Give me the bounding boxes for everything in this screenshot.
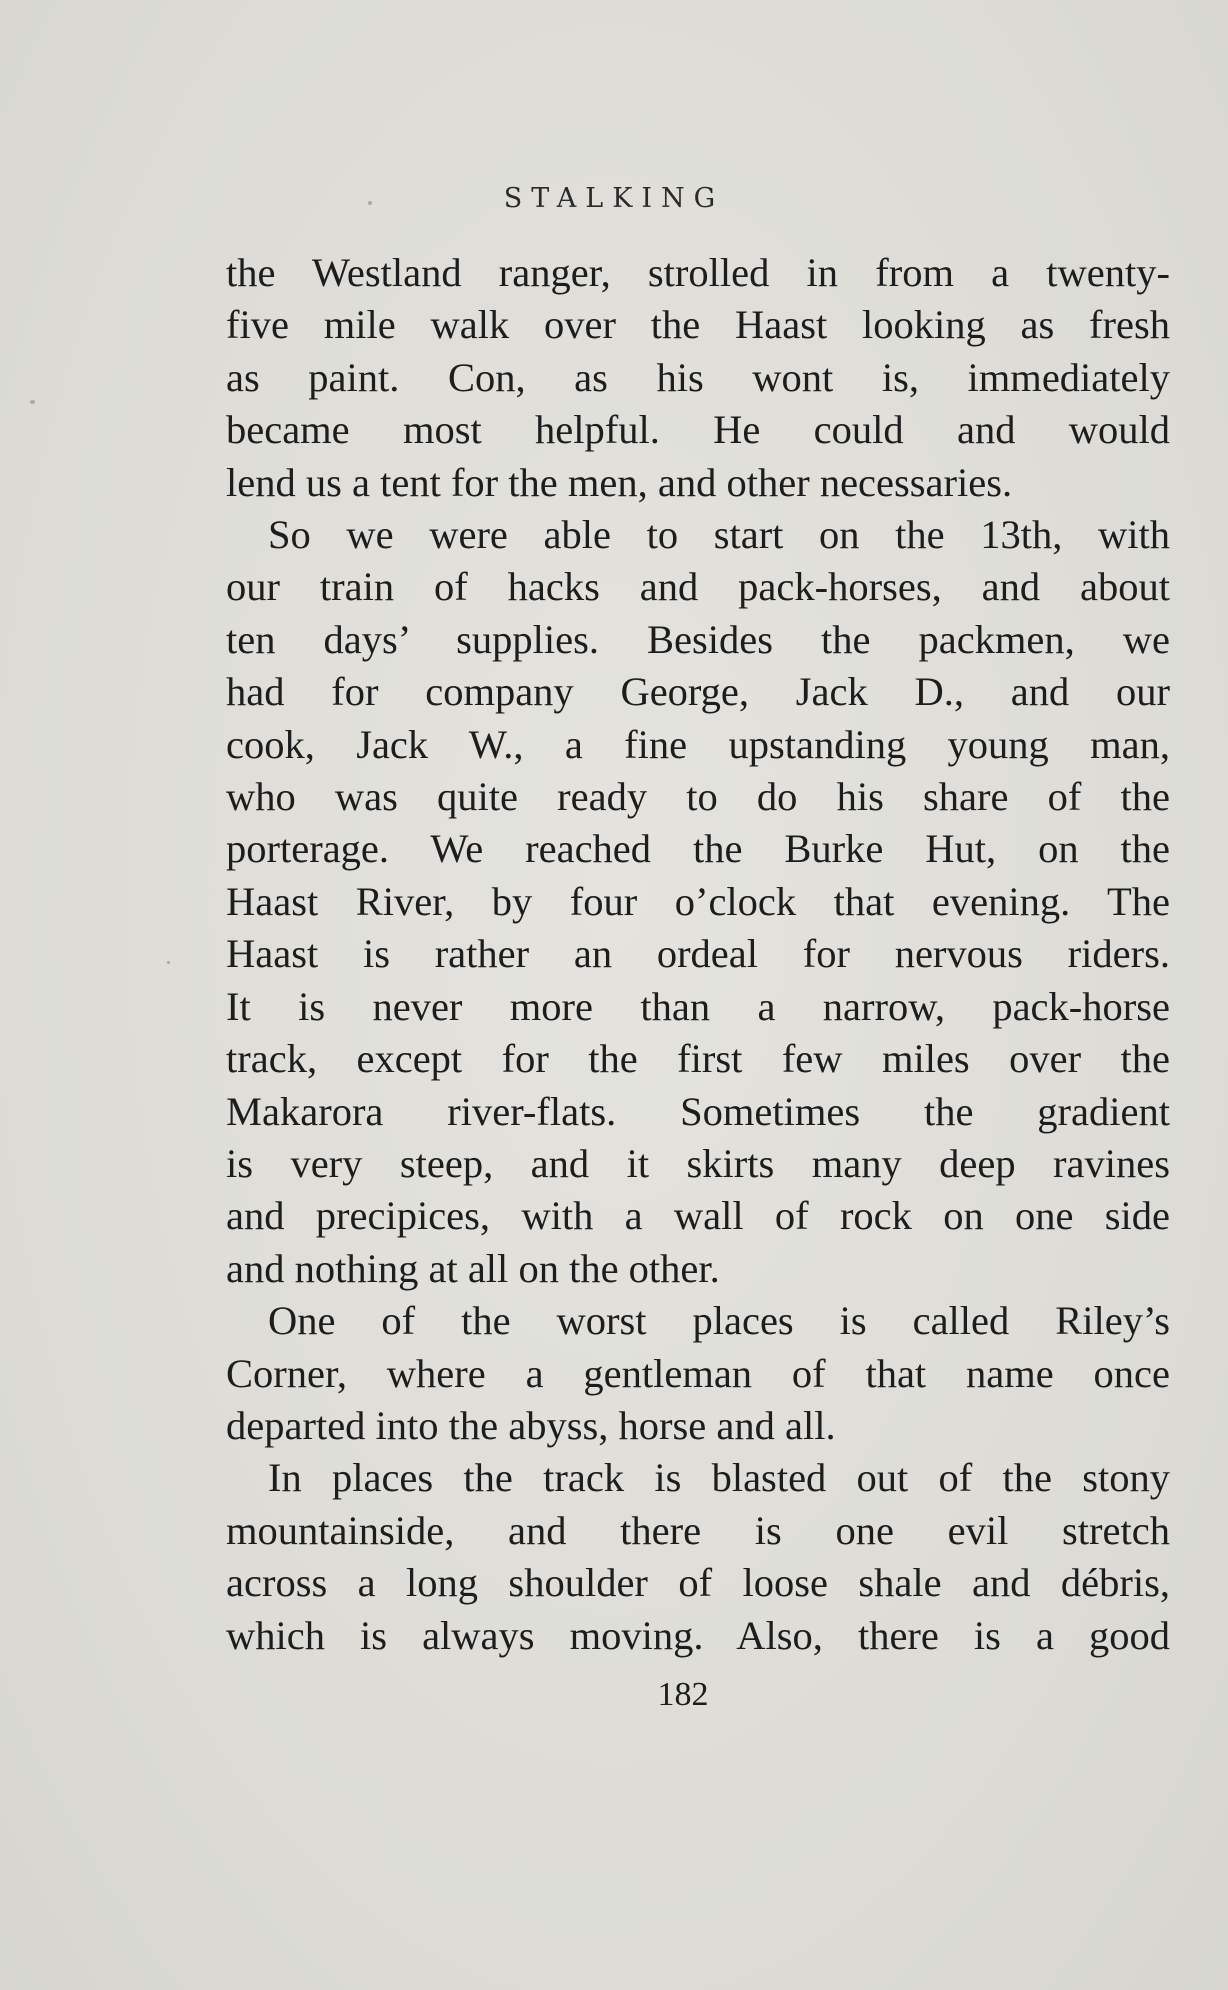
text-line: porterage. We reached the Burke Hut, on the (226, 826, 1170, 872)
text-line: which is always moving. Also, there is a good (226, 1612, 1170, 1658)
paper-speck (30, 400, 35, 404)
text-line: So we were able to start on the 13th, with (268, 512, 1170, 558)
text-line: who was quite ready to do his share of the (226, 774, 1170, 820)
text-line: One of the worst places is called Riley’s (268, 1298, 1170, 1344)
text-line: In places the track is blasted out of the stony (268, 1455, 1170, 1501)
text-line: five mile walk over the Haast looking as fresh (226, 302, 1170, 348)
text-line: as paint. Con, as his wont is, immediately (226, 354, 1170, 400)
text-line: cook, Jack W., a fine upstanding young man, (226, 721, 1170, 767)
paper-speck (167, 961, 170, 964)
text-line: Haast is rather an ordeal for nervous riders. (226, 931, 1170, 977)
text-line: our train of hacks and pack-horses, and about (226, 564, 1170, 610)
text-line: departed into the abyss, horse and all. (226, 1402, 836, 1448)
text-line: ten days’ supplies. Besides the packmen, we (226, 616, 1170, 662)
text-line: became most helpful. He could and would (226, 407, 1170, 453)
text-line: track, except for the first few miles over the (226, 1036, 1170, 1082)
body-text (226, 247, 1170, 1662)
running-head: STALKING (503, 183, 725, 214)
text-line: lend us a tent for the men, and other necessaries. (226, 459, 1013, 505)
text-line: across a long shoulder of loose shale and débris, (226, 1560, 1170, 1606)
text-line: It is never more than a narrow, pack-horse (226, 983, 1170, 1029)
text-line: had for company George, Jack D., and our (226, 669, 1170, 715)
text-line: the Westland ranger, strolled in from a twenty- (226, 250, 1170, 295)
text-line: Makarora river-flats. Sometimes the gradient (226, 1088, 1170, 1134)
text-line: is very steep, and it skirts many deep ravines (226, 1140, 1170, 1186)
text-line: and nothing at all on the other. (226, 1245, 720, 1291)
text-line: Corner, where a gentleman of that name once (226, 1350, 1170, 1396)
text-line: and precipices, with a wall of rock on one side (226, 1193, 1170, 1239)
page-number: 182 (657, 1676, 709, 1713)
text-line: Haast River, by four o’clock that evening. The (226, 878, 1170, 924)
text-line: mountainside, and there is one evil stretch (226, 1507, 1170, 1553)
